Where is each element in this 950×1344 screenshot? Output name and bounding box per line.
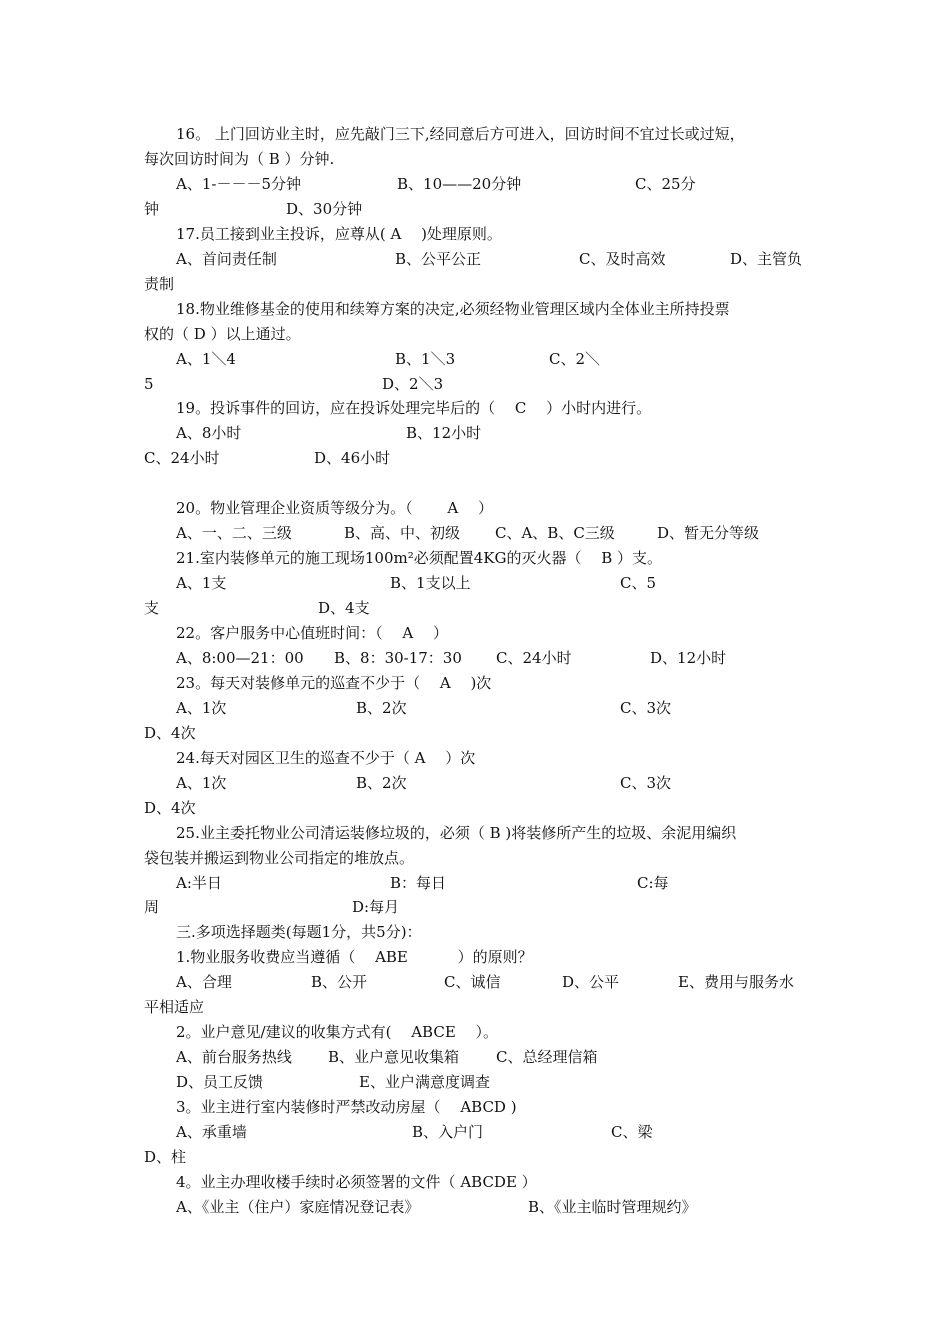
text-line bbox=[0, 1070, 950, 1095]
text-line bbox=[0, 895, 950, 920]
text-line bbox=[0, 871, 950, 896]
text-line bbox=[0, 1045, 950, 1070]
text-line bbox=[0, 521, 950, 546]
text-segment: 平相适应 bbox=[144, 998, 205, 1017]
text-line bbox=[0, 496, 950, 521]
text-segment: C、3次 bbox=[620, 698, 672, 717]
text-segment: D、员工反馈 bbox=[176, 1073, 264, 1092]
text-segment: 16。 上门回访业主时，应先敲门三下,经同意后方可进入，回访时间不宜过长或过短， bbox=[176, 125, 745, 143]
text-segment: B、2次 bbox=[356, 698, 407, 717]
text-line bbox=[0, 446, 950, 471]
text-line bbox=[0, 396, 950, 421]
text-line bbox=[0, 1120, 950, 1145]
text-segment: 5 bbox=[144, 374, 154, 393]
text-line bbox=[0, 322, 950, 347]
text-line bbox=[0, 646, 950, 671]
text-segment: B、《业主临时管理规约》 bbox=[528, 1197, 697, 1216]
text-segment: D、柱 bbox=[144, 1147, 187, 1166]
text-line bbox=[0, 796, 950, 821]
text-line bbox=[0, 347, 950, 372]
text-segment: A、承重墙 bbox=[176, 1123, 247, 1141]
text-line bbox=[0, 247, 950, 272]
text-segment: B、12小时 bbox=[406, 424, 482, 443]
text-line bbox=[0, 1095, 950, 1120]
text-segment: C、及时高效 bbox=[579, 249, 666, 268]
text-segment: D、4次 bbox=[144, 798, 196, 817]
text-segment: 25.业主委托物业公司清运装修垃圾的，必须（ B )将装修所产生的垃圾、余泥用编织 bbox=[176, 823, 737, 842]
text-segment: E、业户满意度调查 bbox=[359, 1073, 490, 1092]
text-segment: 三.多项选择题类(每题1分，共5分)： bbox=[176, 923, 422, 942]
text-segment: D、12小时 bbox=[650, 648, 727, 667]
text-segment: A、一、二、三级 bbox=[176, 524, 292, 543]
text-segment: 17.员工接到业主投诉，应尊从( A )处理原则。 bbox=[176, 224, 502, 243]
text-segment: 2。业户意见/建议的收集方式有( ABCE ）。 bbox=[176, 1023, 499, 1042]
text-segment: C、梁 bbox=[611, 1123, 653, 1141]
text-line bbox=[0, 621, 950, 646]
text-segment: 钟 bbox=[144, 199, 160, 218]
text-segment: D、主管负 bbox=[730, 249, 803, 268]
text-segment: D、2＼3 bbox=[382, 374, 444, 393]
text-segment: B、入户门 bbox=[412, 1123, 484, 1141]
text-line bbox=[0, 197, 950, 222]
text-segment: 23。每天对装修单元的巡查不少于（ A )次 bbox=[176, 673, 492, 692]
text-line bbox=[0, 372, 950, 397]
text-segment: 18.物业维修基金的使用和续筹方案的决定,必须经物业管理区域内全体业主所持投票 bbox=[176, 299, 730, 318]
text-segment: D、4支 bbox=[318, 599, 370, 618]
text-segment: B、业户意见收集箱 bbox=[328, 1048, 460, 1067]
text-segment: D、4次 bbox=[144, 723, 196, 742]
text-line bbox=[0, 821, 950, 846]
text-line bbox=[0, 970, 950, 995]
text-segment: A、首问责任制 bbox=[176, 249, 277, 268]
text-segment: 21.室内装修单元的施工现场100m²必须配置4KG的灭火器（ B ）支。 bbox=[176, 549, 663, 568]
text-line bbox=[0, 421, 950, 446]
text-segment: 3。业主进行室内装修时严禁改动房屋（ ABCD ) bbox=[176, 1098, 517, 1117]
text-segment: 1.物业服务收费应当遵循（ ABE ）的原则？ bbox=[176, 948, 533, 967]
text-segment: 每次回访时间为（ B ）分钟. bbox=[144, 149, 335, 168]
text-segment: 周 bbox=[144, 898, 160, 917]
text-segment: D、46小时 bbox=[314, 449, 391, 468]
text-line bbox=[0, 846, 950, 871]
text-line bbox=[0, 945, 950, 970]
text-segment: D、公平 bbox=[562, 973, 620, 992]
text-line bbox=[0, 1020, 950, 1045]
text-segment: C、2＼ bbox=[549, 349, 601, 368]
text-line bbox=[0, 1170, 950, 1195]
text-segment: A、前台服务热线 bbox=[176, 1048, 292, 1067]
text-line bbox=[0, 571, 950, 596]
text-line bbox=[0, 147, 950, 172]
text-segment: 22。客户服务中心值班时间：（ A ） bbox=[176, 624, 448, 642]
text-line bbox=[0, 471, 950, 496]
text-line bbox=[0, 172, 950, 197]
text-line bbox=[0, 1195, 950, 1220]
text-segment: C、诚信 bbox=[444, 973, 501, 992]
text-line bbox=[0, 771, 950, 796]
text-segment: A、1次 bbox=[176, 773, 227, 792]
text-line bbox=[0, 546, 950, 571]
text-segment: D:每月 bbox=[352, 898, 400, 917]
text-segment: A、合理 bbox=[176, 973, 232, 992]
text-segment: B、1支以上 bbox=[390, 574, 471, 593]
text-segment: B、1＼3 bbox=[395, 349, 456, 368]
text-segment: A、8小时 bbox=[176, 424, 242, 443]
text-segment: C、24小时 bbox=[144, 449, 220, 468]
text-segment: C、3次 bbox=[620, 773, 672, 792]
text-segment: A:半日 bbox=[176, 873, 222, 892]
text-segment: 权的（ D ）以上通过。 bbox=[144, 324, 301, 343]
text-segment: A、8:00—21：00 bbox=[176, 648, 304, 667]
text-line bbox=[0, 920, 950, 945]
text-segment: C、A、B、C三级 bbox=[495, 524, 615, 543]
text-segment: A、1次 bbox=[176, 698, 227, 717]
text-segment: B、8：30-17：30 bbox=[334, 648, 462, 667]
text-segment: B、高、中、初级 bbox=[344, 524, 461, 543]
text-segment: C、25分 bbox=[635, 174, 696, 193]
text-segment: B：每日 bbox=[390, 873, 447, 892]
text-line bbox=[0, 596, 950, 621]
text-segment: A、1支 bbox=[176, 574, 227, 593]
text-segment: B、公开 bbox=[311, 973, 368, 992]
text-segment: 支 bbox=[144, 599, 160, 618]
text-segment: D、暂无分等级 bbox=[657, 524, 760, 543]
text-line bbox=[0, 721, 950, 746]
text-segment: C、总经理信箱 bbox=[496, 1048, 598, 1067]
text-segment: 4。业主办理收楼手续时必须签署的文件（ ABCDE ） bbox=[176, 1172, 537, 1191]
text-segment: E、费用与服务水 bbox=[678, 973, 794, 992]
text-line bbox=[0, 297, 950, 322]
text-line bbox=[0, 222, 950, 247]
text-segment: D、30分钟 bbox=[286, 199, 363, 218]
text-segment: 19。投诉事件的回访，应在投诉处理完毕后的（ C ）小时内进行。 bbox=[176, 399, 652, 418]
text-segment: 袋包装并搬运到物业公司指定的堆放点。 bbox=[144, 848, 415, 867]
text-segment: A、1-－－－5分钟 bbox=[176, 174, 301, 193]
text-line bbox=[0, 122, 950, 147]
text-line bbox=[0, 272, 950, 297]
text-segment: C、5 bbox=[620, 574, 657, 593]
text-line bbox=[0, 746, 950, 771]
text-line bbox=[0, 696, 950, 721]
text-line bbox=[0, 671, 950, 696]
text-segment: B、2次 bbox=[356, 773, 407, 792]
text-segment: 20。物业管理企业资质等级分为。（ A ） bbox=[176, 499, 493, 518]
text-segment: 责制 bbox=[144, 274, 175, 293]
text-segment: 24.每天对园区卫生的巡查不少于（ A ）次 bbox=[176, 748, 476, 767]
text-line bbox=[0, 995, 950, 1020]
text-line bbox=[0, 1145, 950, 1170]
text-segment: C、24小时 bbox=[496, 648, 572, 667]
text-segment: B、公平公正 bbox=[395, 249, 482, 268]
text-segment: A、《业主（住户）家庭情况登记表》 bbox=[176, 1197, 420, 1216]
text-segment: C:每 bbox=[637, 873, 669, 892]
text-segment: B、10——20分钟 bbox=[397, 174, 522, 193]
text-segment: A、1＼4 bbox=[176, 349, 236, 368]
